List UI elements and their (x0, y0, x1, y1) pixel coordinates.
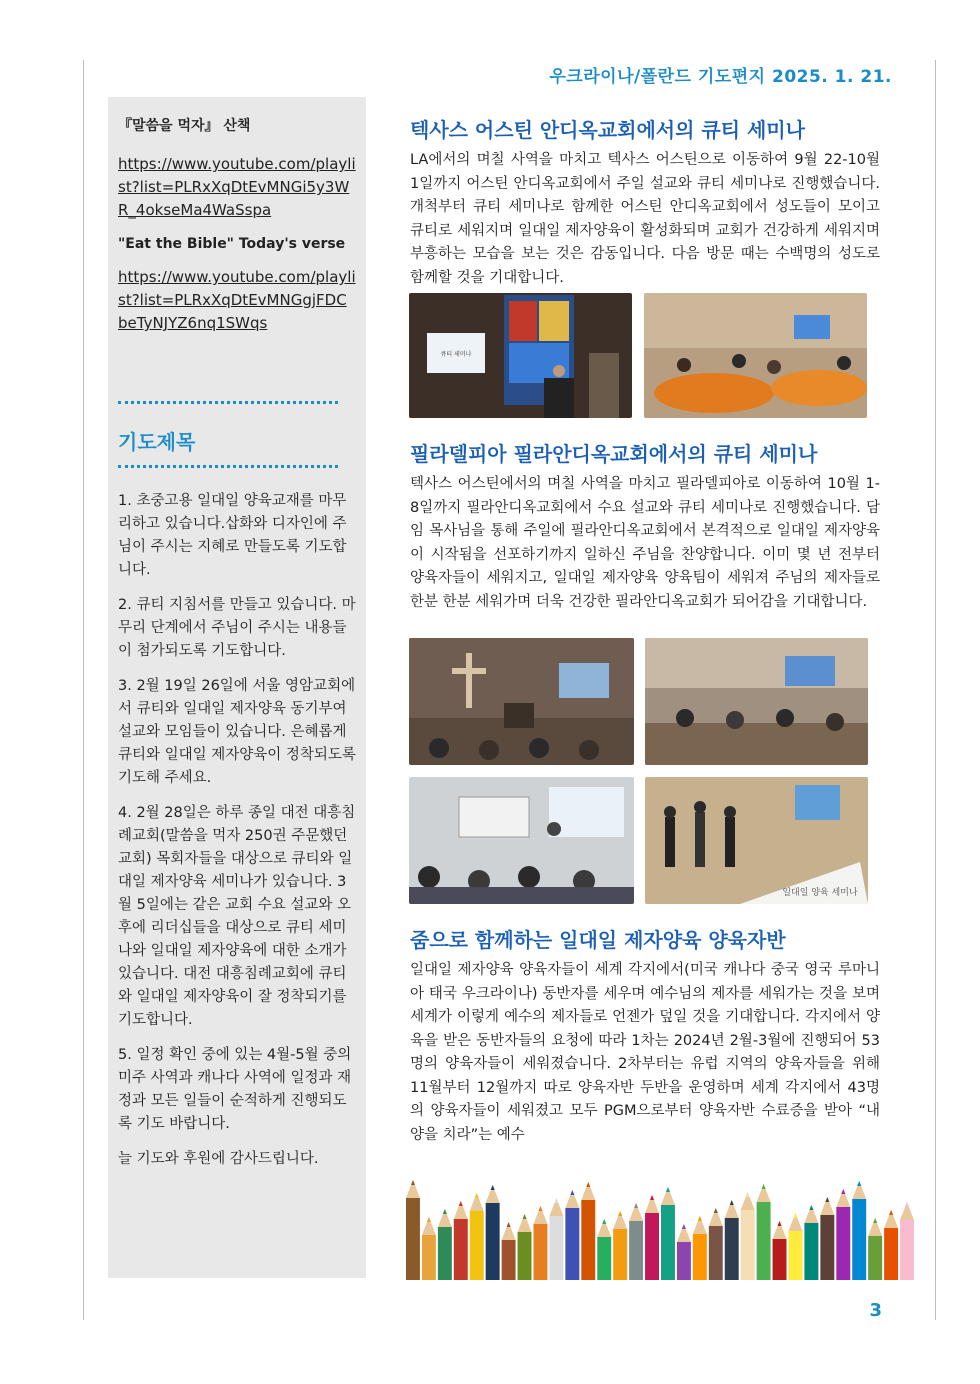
photo-philadelphia-lecture (409, 777, 634, 904)
pencil-lead (857, 1181, 861, 1186)
pencil-lead (841, 1189, 845, 1194)
page-number: 3 (869, 1300, 882, 1321)
prayer-item-4: 4. 2월 28일은 하루 종일 대전 대흥침례교회(말씀을 먹자 250권 주문했던 교회) 목회자들을 대상으로 큐티와 일대일 제자양육 세미나가 있습니다. 3월 5일에는 같은 교회 수요 설교와 오후에 리더십들을 대상으로 큐티 세미나와 일대일 제자양육에 대한 소개가 있습니다. 대전 대흥침례교회에 큐티와 일대일 제자양육이 잘 정착되기를 기도합니다. (118, 805, 356, 1028)
pencil-body (661, 1205, 675, 1280)
pencil-lead (714, 1208, 718, 1213)
pencil-lead (602, 1219, 606, 1224)
pencil-body (868, 1236, 882, 1280)
pencil-body (406, 1198, 420, 1280)
sidebar-title-eat-the-bible: "Eat the Bible" Today's verse (118, 236, 346, 252)
pencil-lead (873, 1218, 877, 1223)
pencil-lead (762, 1184, 766, 1189)
prayer-item-1: 1. 초중고용 일대일 양육교재를 마무리하고 있습니다.삽화와 디자인에 주님이 주시는 지혜로 만들도록 기도합니다. (118, 493, 347, 578)
pencil-lead (523, 1214, 527, 1219)
pencil-lead (554, 1198, 558, 1203)
pencil-body (804, 1223, 818, 1280)
youtube-playlist-link-2[interactable]: https://www.youtube.com/playlist?list=PLRxXqDtEvMNGgjFDCbeTyNJYZ6nq1SWqs (118, 268, 356, 332)
pencil-lead (905, 1202, 909, 1207)
section-philadelphia (410, 438, 880, 614)
pencil-lead (746, 1192, 750, 1197)
photo-philadelphia-hall (645, 638, 868, 765)
photo-screen-text: 큐티 세미나 (440, 351, 472, 358)
pencil-body (454, 1219, 468, 1280)
pencil-body (470, 1211, 484, 1280)
pencil-lead (570, 1190, 574, 1195)
pencil-body (820, 1215, 834, 1280)
pencil-lead (889, 1210, 893, 1215)
pencil-body (884, 1228, 898, 1280)
sidebar-title-eat-the-word: 『말씀을 먹자』 산책 (118, 118, 251, 134)
section-title-zoom: 줌으로 함께하는 일대일 제자양육 양육자반 (410, 928, 786, 952)
section-title-austin: 텍사스 어스틴 안디옥교회에서의 큐티 세미나 (410, 118, 805, 142)
sidebar (108, 97, 366, 1278)
pencil-lead (730, 1200, 734, 1205)
pencil-lead (682, 1224, 686, 1229)
pencil-body (789, 1231, 803, 1280)
section-zoom (410, 924, 880, 1147)
pencil-body (629, 1221, 643, 1280)
pencil-body (757, 1202, 771, 1280)
pencil-lead (825, 1197, 829, 1202)
pencil-body (645, 1213, 659, 1280)
banner-text: 일대일 양육 세미나 (782, 888, 858, 898)
pencil-body (725, 1218, 739, 1280)
pencil-body (518, 1232, 532, 1280)
pencil-body (836, 1207, 850, 1280)
photo-praise-team (645, 777, 868, 904)
section-body-philadelphia: 텍사스 어스틴에서의 며칠 사역을 마치고 필라델피아로 이동하여 10월 1-8일까지 필라안디옥교회에서 수요 설교와 큐티 세미나로 진행했습니다. 담임 목사님을 통해 주일에 필라안디옥교회에서 본격적으로 일대일 제자양육이 시작됨을 선포하기까지 일하신 주님을 찬양합니다. 이미 몇 년 전부터 양육자들이 세워지고, 일대일 제자양육 양육팀이 세워져 주님의 제자들로 한분 한분 세워가며 더욱 건강한 필라안디옥교회가 되어감을 기대합니다. (410, 476, 880, 610)
pencil-body (502, 1240, 516, 1280)
pencil-lead (586, 1182, 590, 1187)
pencil-lead (459, 1201, 463, 1206)
colored-pencils-decoration (405, 1160, 915, 1280)
pencil-lead (507, 1222, 511, 1227)
pencil-lead (443, 1209, 447, 1214)
pencil-body (677, 1242, 691, 1280)
prayer-item-2: 2. 큐티 지침서를 만들고 있습니다. 마무리 단계에서 주님이 주시는 내용들이 첨가되도록 기도합니다. (118, 597, 356, 659)
pencil-body (613, 1229, 627, 1280)
pencil-lead (650, 1195, 654, 1200)
pencil-lead (538, 1206, 542, 1211)
page-header: 우크라이나/폴란드 기도편지 2025. 1. 21. (549, 67, 892, 87)
right-margin-line (935, 60, 936, 1320)
pencil-body (852, 1199, 866, 1280)
prayer-item-3: 3. 2월 19일 26일에 서울 영암교회에서 큐티와 일대일 제자양육 동기부여 설교와 모임들이 있습니다. 은혜롭게 큐티와 일대일 제자양육이 정착되도록 기도해 주세요. (118, 678, 356, 786)
pencil-body (486, 1203, 500, 1280)
pencil-lead (778, 1221, 782, 1226)
pencil-body (549, 1216, 563, 1280)
section-body-austin: LA에서의 며칠 사역을 마치고 텍사스 어스틴으로 이동하여 9월 22-10월 1일까지 어스틴 안디옥교회에서 주일 설교와 큐티 세미나로 진행했습니다. 개척부터 큐티 세미나로 함께한 어스틴 안디옥교회에서 성도들이 모이고 큐티로 세워지며 일대일 제자양육이 활성화되며 교회가 건강하게 세워지며 부흥하는 모습을 보는 것은 감동입니다. 다음 방문 때는 수백명의 성도로 함께할 것을 기대합니다. (410, 152, 880, 286)
pencil-lead (411, 1180, 415, 1185)
pencil-lead (427, 1217, 431, 1222)
pencil-lead (698, 1216, 702, 1221)
pencil-body (422, 1235, 436, 1280)
youtube-playlist-link-1[interactable]: https://www.youtube.com/playlist?list=PLRxXqDtEvMNGi5y3WR_4okseMa4WaSspa (118, 155, 356, 219)
pencil-body (900, 1220, 914, 1280)
pencil-body (709, 1226, 723, 1280)
pencil-lead (809, 1205, 813, 1210)
photo-austin-sermon (409, 293, 632, 418)
pencil-body (438, 1227, 452, 1280)
pencil-lead (491, 1185, 495, 1190)
section-title-philadelphia: 필라델피아 필라안디옥교회에서의 큐티 세미나 (410, 442, 818, 466)
photo-austin-seminar (644, 293, 867, 418)
pencil-body (773, 1239, 787, 1280)
dotted-divider-top (118, 401, 338, 404)
section-austin (410, 114, 880, 290)
pencil-body (693, 1234, 707, 1280)
photo-philadelphia-pulpit (409, 638, 634, 765)
pencil-body (534, 1224, 548, 1280)
dotted-divider-bottom (118, 465, 338, 468)
pencil-lead (793, 1213, 797, 1218)
prayer-item-5: 5. 일정 확인 중에 있는 4월-5월 중의 미주 사역과 캐나다 사역에 일정과 재정과 모든 일들이 순적하게 진행되도록 기도 바랍니다. (118, 1047, 352, 1132)
prayer-thanks: 늘 기도와 후원에 감사드립니다. (118, 1151, 319, 1167)
pencil-body (581, 1200, 595, 1280)
pencil-body (565, 1208, 579, 1280)
pencil-body (597, 1237, 611, 1280)
prayer-heading: 기도제목 (118, 430, 196, 454)
pencil-lead (475, 1193, 479, 1198)
section-body-zoom: 일대일 제자양육 양육자들이 세계 각지에서(미국 캐나다 중국 영국 루마니아 태국 우크라이나) 동반자를 세우며 예수님의 제자를 세워가는 것을 보며 세계가 이렇게 예수의 제자들로 언젠가 덮일 것을 기대합니다. 각지에서 양육을 받은 동반자들의 요청에 따라 1차는 2024년 2월-3월에 진행되어 53명의 양육자들이 세워졌습니다. 2차부터는 유럽 지역의 양육자들을 위해 11월부터 12월까지 따로 양육자반 두반을 운영하며 세계 각지에서 43명의 양육자들이 세워졌고 모두 PGM으로부터 양육자반 수료증을 받아 “내 양을 치라”는 예수 (410, 962, 880, 1143)
pencil-body (741, 1210, 755, 1280)
left-margin-line (83, 60, 84, 1320)
pencil-lead (666, 1187, 670, 1192)
pencil-lead (618, 1211, 622, 1216)
pencil-lead (634, 1203, 638, 1208)
